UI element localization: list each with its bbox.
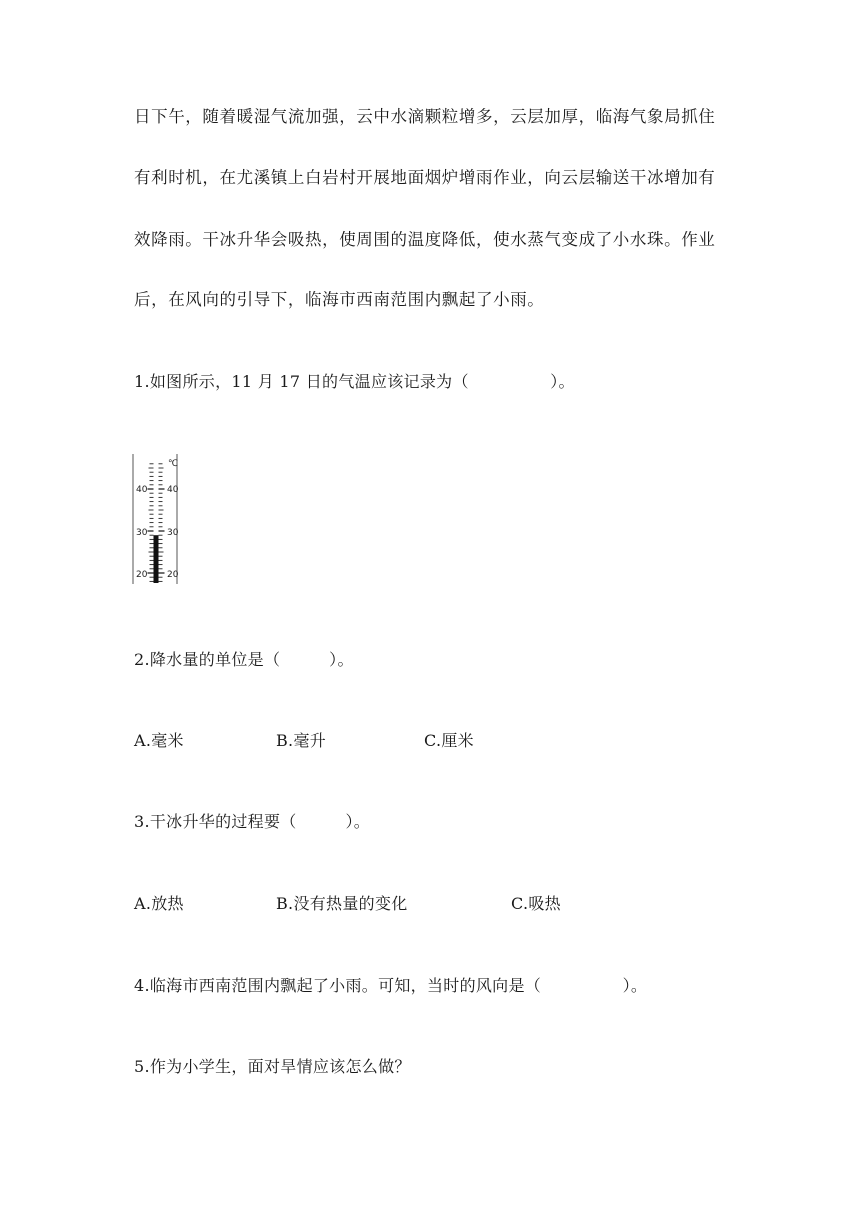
thermometer-right-label-30: 30 <box>167 528 179 538</box>
thermometer-left-label-40: 40 <box>136 485 148 495</box>
question-3: 3.干冰升华的过程要（ ）。 <box>134 812 371 831</box>
passage-line-4: 后，在风向的引导下，临海市西南范围内飘起了小雨。 <box>134 290 545 309</box>
question-2: 2.降水量的单位是（ ）。 <box>134 650 354 669</box>
q2-option-c: C.厘米 <box>424 731 474 750</box>
q3-option-c: C.吸热 <box>511 894 561 913</box>
question-5: 5.作为小学生，面对旱情应该怎么做？ <box>134 1057 411 1076</box>
q3-option-b: B.没有热量的变化 <box>276 894 408 913</box>
q2-option-a: A.毫米 <box>134 731 184 750</box>
question-1: 1.如图所示，11 月 17 日的气温应该记录为（ ）。 <box>134 372 575 391</box>
thermometer-left-label-30: 30 <box>136 528 148 538</box>
thermometer-figure <box>130 452 182 586</box>
q3-option-a: A.放热 <box>134 894 184 913</box>
passage-line-3: 效降雨。干冰升华会吸热，使周围的温度降低，使水蒸气变成了小水珠。作业 <box>134 230 716 249</box>
question-4: 4.临海市西南范围内飘起了小雨。可知，当时的风向是（ ）。 <box>134 976 648 995</box>
passage-line-1: 日下午，随着暖湿气流加强，云中水滴颗粒增多，云层加厚，临海气象局抓住 <box>134 107 716 126</box>
q2-option-b: B.毫升 <box>276 731 327 750</box>
thermometer-left-label-20: 20 <box>136 570 148 580</box>
thermometer-liquid-column <box>154 535 159 583</box>
thermometer-right-label-40: 40 <box>167 485 179 495</box>
passage-line-2: 有利时机，在尤溪镇上白岩村开展地面烟炉增雨作业，向云层输送干冰增加有 <box>134 168 716 187</box>
thermometer-right-label-20: 20 <box>167 570 179 580</box>
thermometer-unit-label: ℃ <box>168 459 179 469</box>
